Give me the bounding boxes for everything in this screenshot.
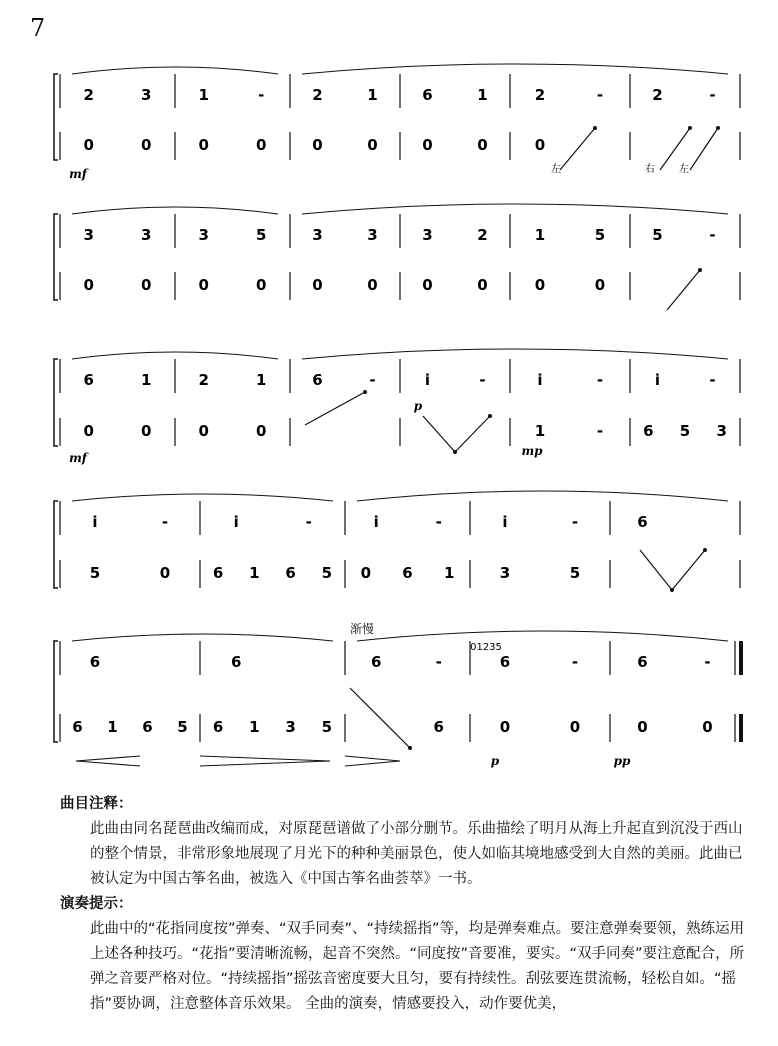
- upper-note: -: [596, 371, 604, 389]
- dynamic-pp: pp: [613, 754, 631, 768]
- lower-note: 0: [360, 564, 372, 582]
- glissando-tip: [488, 414, 492, 418]
- upper-note: -: [571, 653, 579, 671]
- lower-note: 0: [534, 276, 546, 294]
- hairpin-crescendo: [345, 756, 400, 766]
- upper-note: 1: [198, 86, 209, 104]
- lower-note: 6: [212, 718, 224, 736]
- lower-note: 0: [534, 136, 546, 154]
- upper-note: 2: [534, 86, 546, 104]
- upper-note: 1: [534, 226, 546, 244]
- upper-note: -: [435, 513, 442, 531]
- upper-note: -: [305, 513, 312, 531]
- dynamic-mf: mf: [69, 451, 87, 465]
- lower-note: 5: [569, 564, 581, 582]
- lower-note: 6: [643, 422, 654, 440]
- upper-note: 2: [652, 86, 663, 104]
- upper-note: 1: [256, 371, 267, 389]
- lower-note: 5: [177, 718, 188, 736]
- upper-note: -: [161, 513, 169, 531]
- tempo-marking: 渐慢: [350, 622, 375, 636]
- glissando-line: [423, 416, 455, 452]
- lower-note: 0: [256, 422, 267, 440]
- dynamic-mf: mf: [69, 167, 87, 181]
- lower-note: 0: [198, 422, 209, 440]
- finger-mark-right: 右: [645, 164, 655, 175]
- upper-note: i: [424, 371, 431, 389]
- lower-note: 6: [285, 564, 296, 582]
- upper-note: 1: [141, 371, 152, 389]
- dynamic-p: p: [490, 754, 500, 768]
- lower-note: 0: [159, 564, 171, 582]
- upper-note: 6: [83, 371, 94, 389]
- lower-note: 0: [477, 136, 488, 154]
- upper-note: i: [233, 513, 239, 531]
- glissando-line: [640, 550, 672, 590]
- upper-note: 6: [89, 653, 101, 671]
- glissando-tip: [408, 746, 412, 750]
- upper-note: -: [709, 371, 716, 389]
- upper-note: 6: [231, 653, 242, 671]
- upper-note: i: [537, 371, 543, 389]
- slur: [302, 64, 728, 74]
- lower-note: 0: [367, 136, 378, 154]
- dynamic-p: p: [413, 399, 423, 413]
- performance-heading: 演奏提示：: [60, 896, 133, 912]
- upper-note: 2: [198, 371, 209, 389]
- glissando-tip: [703, 548, 707, 552]
- lower-note: 5: [321, 718, 333, 736]
- upper-note: -: [258, 86, 265, 104]
- upper-note: i: [654, 371, 661, 389]
- glissando-line: [305, 392, 365, 425]
- dynamic-mp: mp: [521, 444, 543, 458]
- slur: [72, 634, 333, 641]
- lower-note: 5: [89, 564, 101, 582]
- upper-note: 3: [367, 226, 378, 244]
- glissando-line: [455, 416, 490, 452]
- lower-note: 3: [499, 564, 511, 582]
- lower-note: 0: [198, 276, 209, 294]
- upper-note: -: [435, 653, 442, 671]
- lower-note: 0: [83, 276, 94, 294]
- lower-note: 0: [83, 136, 94, 154]
- upper-note: 5: [594, 226, 606, 244]
- lower-note: 0: [499, 718, 511, 736]
- system-bracket: [54, 501, 58, 588]
- upper-note: 3: [141, 226, 152, 244]
- slur: [302, 204, 728, 214]
- upper-note: 1: [367, 86, 378, 104]
- upper-note: -: [479, 371, 486, 389]
- upper-note: 2: [477, 226, 488, 244]
- upper-note: 3: [83, 226, 94, 244]
- slur: [72, 207, 278, 214]
- lower-note: 1: [443, 564, 455, 582]
- finger-mark-left: 左: [551, 164, 561, 175]
- lower-note: 0: [312, 136, 323, 154]
- slur: [357, 631, 728, 641]
- hairpin-decrescendo: [76, 756, 140, 766]
- slur: [72, 67, 278, 74]
- upper-note: -: [709, 226, 716, 244]
- upper-note: 6: [637, 513, 648, 531]
- notes-paragraph: 此曲由同名琵琶曲改编而成，对原琵琶谱做了小部分删节。乐曲描绘了明月从海上升起直到沉没于西山的整个情景，非常形象地展现了月光下的种种美丽景色，使人如临其境地感受到大自然的美丽。此曲已被认定为中国古筝名曲，被选入《中国古筝名曲荟萃》一书。: [90, 821, 743, 887]
- lower-note: 6: [72, 718, 83, 736]
- upper-note: -: [369, 371, 376, 389]
- upper-note: 2: [312, 86, 323, 104]
- lower-note: 0: [594, 276, 606, 294]
- glissando-tip: [593, 126, 597, 130]
- lower-note: 0: [256, 136, 267, 154]
- glissando-line: [672, 550, 705, 590]
- upper-note: 2: [83, 86, 94, 104]
- slur: [72, 352, 278, 359]
- slur: [72, 494, 333, 501]
- lower-note: 6: [212, 564, 224, 582]
- glissando-line: [690, 128, 718, 170]
- performance-paragraph: 此曲中的“花指同度按”弹奏、“双手同奏”、“持续摇指”等，均是弹奏难点。要注意弹奏要领，熟练运用上述各种技巧。“花指”要清晰流畅，起音不突然。“同度按”音要准，要实。“双手同奏”要注意配合，所弹之音要严格对位。“持续摇指”摇弦音密度要大且匀，要有持续性。刮弦要连贯流畅，轻松自如。“摇指”要协调，注意整体音乐效果。 全曲的演奏，情感要投入，动作要优美，: [90, 921, 745, 1012]
- upper-note: 6: [422, 86, 433, 104]
- upper-note: i: [373, 513, 379, 531]
- lower-note: 0: [198, 136, 209, 154]
- page-number: 7: [30, 14, 46, 42]
- slur: [302, 349, 728, 359]
- glissando-line: [667, 270, 700, 310]
- lower-note: 3: [716, 422, 727, 440]
- lower-note: 0: [569, 718, 581, 736]
- lower-note: 1: [249, 564, 260, 582]
- upper-note: -: [571, 513, 579, 531]
- lower-note: 0: [141, 276, 152, 294]
- lower-note: 0: [702, 718, 713, 736]
- glissando-line: [350, 688, 410, 748]
- glissando-tip: [716, 126, 720, 130]
- hairpin-crescendo: [200, 756, 330, 766]
- glissando-line: [560, 128, 595, 170]
- lower-note: 0: [422, 136, 433, 154]
- upper-note: 3: [198, 226, 209, 244]
- lower-note: 0: [637, 718, 648, 736]
- system-bracket: [54, 359, 58, 446]
- lower-note: 0: [256, 276, 267, 294]
- system-bracket: [54, 74, 58, 160]
- lower-note: 1: [534, 422, 546, 440]
- system-bracket: [54, 214, 58, 300]
- lower-note: 5: [321, 564, 333, 582]
- lower-note: 0: [312, 276, 323, 294]
- upper-note: 5: [256, 226, 267, 244]
- upper-note: 6: [637, 653, 648, 671]
- lower-note: 5: [679, 422, 691, 440]
- lower-note: 1: [107, 718, 118, 736]
- finger-mark-left: 左: [679, 164, 689, 175]
- lower-note: -: [596, 422, 604, 440]
- upper-note: 6: [499, 653, 511, 671]
- grace-notes: 01235: [470, 642, 502, 653]
- glissando-tip: [698, 268, 702, 272]
- slur: [357, 491, 728, 501]
- lower-note: 0: [141, 422, 152, 440]
- upper-note: i: [92, 513, 98, 531]
- lower-note: 0: [367, 276, 378, 294]
- lower-note: 6: [402, 564, 413, 582]
- upper-note: -: [596, 86, 604, 104]
- upper-note: 3: [422, 226, 433, 244]
- upper-note: i: [502, 513, 508, 531]
- upper-note: -: [704, 653, 711, 671]
- lower-note: 0: [141, 136, 152, 154]
- glissando-tip: [363, 390, 367, 394]
- upper-note: -: [709, 86, 716, 104]
- lower-note: 0: [83, 422, 94, 440]
- notes-heading: 曲目注释：: [60, 796, 133, 812]
- glissando-tip: [688, 126, 692, 130]
- lower-note: 6: [142, 718, 153, 736]
- upper-note: 3: [312, 226, 323, 244]
- lower-note: 0: [422, 276, 433, 294]
- lower-note: 1: [249, 718, 260, 736]
- upper-note: 6: [371, 653, 382, 671]
- system-bracket: [54, 641, 58, 742]
- upper-note: 6: [312, 371, 323, 389]
- lower-note: 6: [433, 718, 444, 736]
- upper-note: 1: [477, 86, 488, 104]
- upper-note: 5: [652, 226, 663, 244]
- upper-note: 3: [141, 86, 152, 104]
- lower-note: 0: [477, 276, 488, 294]
- lower-note: 3: [285, 718, 296, 736]
- commentary-text: [60, 792, 750, 1017]
